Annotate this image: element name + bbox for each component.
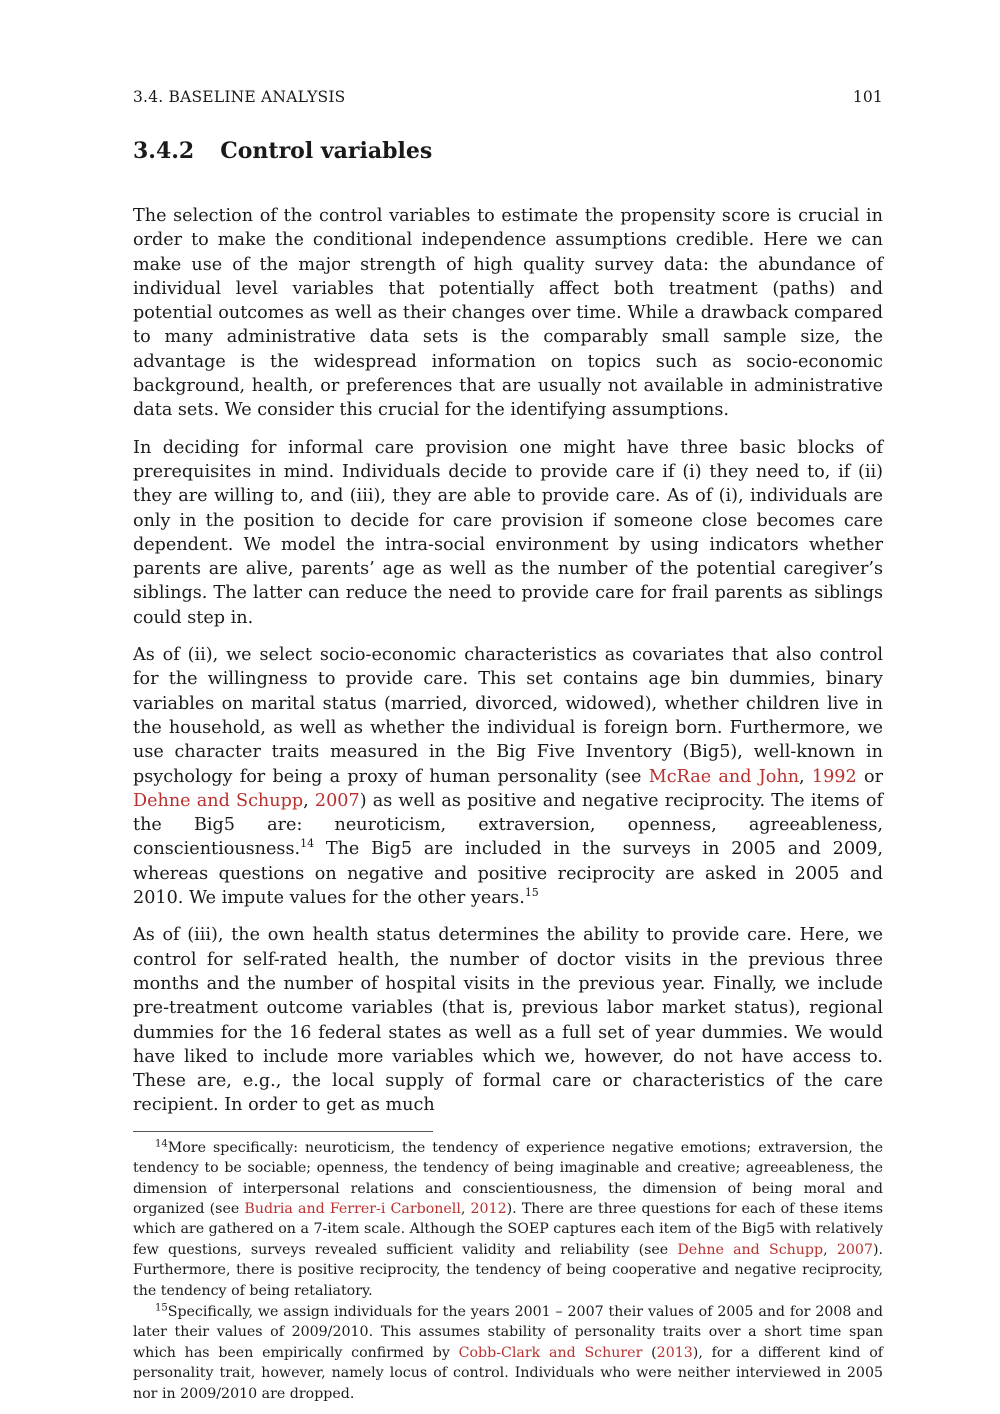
citation-separator: , <box>303 790 315 811</box>
citation-year-link-2013[interactable]: 2013 <box>656 1344 693 1361</box>
body-text <box>133 204 883 1118</box>
footnote-14-text-a: More specifically: neuroticism, the tendency of experience negative emotions; extraversion, the tendency to be sociable; openness, the tendency of being imaginable and creative; agreeableness, the dimension of interpersonal relations and conscientiousness, the dimension of being moral and organized (see <box>133 1139 883 1217</box>
citation-link-dehne-schupp[interactable]: Dehne and Schupp <box>133 790 304 811</box>
citation-year-link-1992[interactable]: 1992 <box>811 766 857 787</box>
citation-open-paren: ( <box>642 1344 657 1361</box>
footnote-15-text-a: Specifically, we assign individuals for the years 2001 – 2007 their values of 2005 and for 2008 and later their values of 2009/2010. This assumes stability of personality traits over a short time span which has been empirically confirmed by <box>133 1303 883 1361</box>
paragraph-3-text-c: The Big5 are included in the surveys in 2005 and 2009, whereas questions on negative and positive reciprocity are asked in 2005 and 2010. We impute values for the other years. <box>133 839 883 909</box>
citation-separator: , <box>460 1200 471 1217</box>
paragraph-2: In deciding for informal care provision one might have three basic blocks of prerequisites in mind. Individuals decide to provide care if (i) they need to, if (ii) they are willing to, and (iii), they are able to provide care. As of (i), individuals are only in the position to decide for care provision if someone close becomes care dependent. We model the intra-social environment by using indicators whether parents are alive, parents’ age as well as the number of the potential caregiver’s siblings. The latter can reduce the need to provide care for frail parents as siblings could step in. <box>133 437 883 628</box>
citation-link-dehne-schupp-fn[interactable]: Dehne and Schupp <box>677 1241 824 1258</box>
footnote-mark-14: 14 <box>155 1137 168 1149</box>
paragraph-1: The selection of the control variables to estimate the propensity score is crucial in order to make the conditional independence assumptions credible. Here we can make use of the major strength of high quality survey data: the abundance of individual level variables that potentially affect both treatment (paths) and potential outcomes as well as their changes over time. While a drawback compared to many administrative data sets is the comparably small sample size, the advantage is the widespread information on topics such as socio-economic background, health, or preferences that are usually not available in administrative data sets. We consider this crucial for the identifying assumptions. <box>133 206 883 421</box>
citation-year-link-2007-fn[interactable]: 2007 <box>836 1241 873 1258</box>
citation-link-cobb-clark-schurer[interactable]: Cobb-Clark and Schurer <box>458 1344 643 1361</box>
section-heading <box>133 138 883 174</box>
running-head <box>133 88 883 118</box>
paragraph-4: As of (iii), the own health status determines the ability to provide care. Here, we control for self-rated health, the number of doctor visits in the previous three months and the number of hospital visits in the previous year. Finally, we include pre-treatment outcome variables (that is, previous labor market status), regional dummies for the 16 federal states as well as a full set of year dummies. We would have liked to include more variables which we, however, do not have access to. These are, e.g., the local supply of formal care or characteristics of the care recipient. In order to get as much <box>133 925 883 1116</box>
page-number: 101 <box>852 88 883 106</box>
paragraph-3 <box>133 643 883 910</box>
footnote-ref-15[interactable]: 15 <box>524 886 539 900</box>
footnote-15 <box>133 1302 883 1404</box>
section-number: 3.4.2 <box>133 138 195 164</box>
footnote-14-text-c: ). Furthermore, there is positive reciprocity, the tendency of being cooperative and negative reciprocity, the tendency of being retaliatory. <box>133 1241 883 1299</box>
paragraph-3-text-a: As of (ii), we select socio-economic characteristics as covariates that also control for the willingness to provide care. This set contains age bin dummies, binary variables on marital status (married, divorced, widowed), whether children live in the household, as well as whether the individual is foreign born. Furthermore, we use character traits measured in the Big Five Inventory (Big5), well-known in psychology for being a proxy of human personality (see <box>133 645 883 787</box>
citation-year-link-2007[interactable]: 2007 <box>314 790 360 811</box>
footnote-14-text-b: ). There are three questions for each of these items which are gathered on a 7-item scale. Although the SOEP captures each item of the Big5 with relatively few questions, surveys revealed sufficient validity and reliability (see <box>133 1200 883 1258</box>
page <box>133 88 883 1405</box>
citation-year-link-2012[interactable]: 2012 <box>470 1200 507 1217</box>
running-head-section: 3.4. BASELINE ANALYSIS <box>133 88 346 106</box>
footnote-15-text-b: ), for a different kind of personality trait, however, namely locus of control. Individuals who were neither interviewed in 2005 nor in 2009/2010 are dropped. <box>133 1344 884 1402</box>
footnotes <box>133 1138 883 1404</box>
citation-link-budria-ferrer[interactable]: Budria and Ferrer-i Carbonell <box>244 1200 461 1217</box>
citation-separator: , <box>799 766 812 787</box>
footnote-divider <box>133 1131 433 1132</box>
paragraph-3-text-b: ) as well as positive and negative reciprocity. The items of the Big5 are: neuroticism, extraversion, openness, agreeableness, conscientiousness. <box>133 790 883 860</box>
citation-link-mcrae-john[interactable]: McRae and John <box>648 766 800 787</box>
paragraph-3-or: or <box>856 766 883 787</box>
section-title: Control variables <box>220 138 433 164</box>
citation-separator: , <box>823 1241 837 1258</box>
footnote-14 <box>133 1138 883 1301</box>
footnote-ref-14[interactable]: 14 <box>300 837 315 851</box>
footnote-mark-15: 15 <box>155 1302 168 1314</box>
